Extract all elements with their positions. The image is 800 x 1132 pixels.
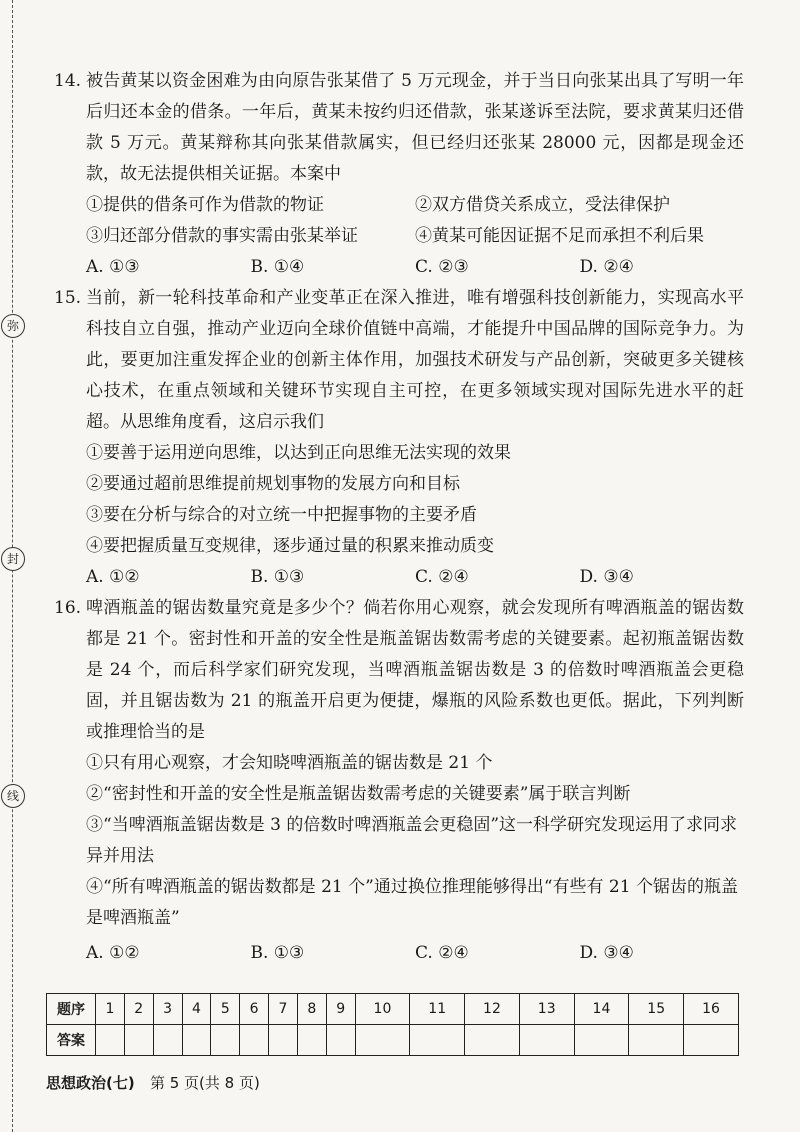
question-stem <box>54 66 744 190</box>
number-cell: 6 <box>240 994 269 1025</box>
question-text: 当前，新一轮科技革命和产业变革正在深入推进，唯有增强科技创新能力，实现高水平科技自立自强，推动产业迈向全球价值链中高端，才能提升中国品牌的国际竞争力。为此，要更加注重发挥企业的创新主体作用，加强技术研发与产品创新，突破更多关键核心技术，在重点领域和关键环节实现自主可控，在更多领域实现对国际先进水平的赶超。从思维角度看，这启示我们 <box>86 288 744 432</box>
answer-cell[interactable] <box>684 1025 739 1056</box>
seal-feng: 封 <box>1 547 25 571</box>
statement-3: ③“当啤酒瓶盖锯齿数是 3 的倍数时啤酒瓶盖会更稳固”这一科学研究发现运用了求同求异并用法 <box>86 815 738 866</box>
statement-3: ③归还部分借款的事实需由张某举证 <box>86 226 358 246</box>
option-d[interactable]: D. ③④ <box>579 943 634 963</box>
answer-cell[interactable] <box>297 1025 326 1056</box>
statement-2: ②“密封性和开盖的安全性是瓶盖锯齿数需考虑的关键要素”属于联言判断 <box>86 784 631 804</box>
question-number-row <box>47 994 739 1025</box>
answer-cell[interactable] <box>519 1025 574 1056</box>
subject-label: 思想政治(七) <box>46 1074 135 1092</box>
number-cell: 13 <box>519 994 574 1025</box>
statement-1: ①只有用心观察，才会知晓啤酒瓶盖的锯齿数是 21 个 <box>86 753 493 773</box>
question-number: 15. <box>54 288 82 308</box>
answer-row <box>47 1025 739 1056</box>
question-stem <box>54 283 744 438</box>
answer-cell[interactable] <box>355 1025 410 1056</box>
option-c[interactable]: C. ②③ <box>415 257 469 277</box>
number-cell: 15 <box>629 994 684 1025</box>
statement-3: ③要在分析与综合的对立统一中把握事物的主要矛盾 <box>86 505 477 525</box>
number-cell: 9 <box>326 994 355 1025</box>
option-a[interactable]: A. ①② <box>86 567 140 587</box>
question-number: 14. <box>54 71 82 91</box>
answer-cell[interactable] <box>629 1025 684 1056</box>
page-number: 第 5 页(共 8 页) <box>149 1074 260 1092</box>
number-cell: 16 <box>684 994 739 1025</box>
statement-2: ②要通过超前思维提前规划事物的发展方向和目标 <box>86 474 460 494</box>
answer-cell[interactable] <box>211 1025 240 1056</box>
option-a[interactable]: A. ①② <box>86 943 140 963</box>
answer-cell[interactable] <box>240 1025 269 1056</box>
option-c[interactable]: C. ②④ <box>415 567 469 587</box>
question-list <box>54 66 744 969</box>
statement-row <box>54 221 744 252</box>
number-cell: 7 <box>269 994 298 1025</box>
number-cell: 5 <box>211 994 240 1025</box>
question-16 <box>54 593 744 969</box>
page-footer <box>46 1072 260 1093</box>
row-header-answer: 答案 <box>47 1025 96 1056</box>
answer-table <box>46 993 739 1056</box>
seal-xian: 线 <box>1 784 25 808</box>
question-number: 16. <box>54 598 82 618</box>
answer-options <box>54 252 744 283</box>
answer-cell[interactable] <box>124 1025 153 1056</box>
answer-options <box>54 938 744 969</box>
option-d[interactable]: D. ②④ <box>579 257 634 277</box>
answer-cell[interactable] <box>153 1025 182 1056</box>
answer-cell[interactable] <box>182 1025 211 1056</box>
option-c[interactable]: C. ②④ <box>415 943 469 963</box>
statement-2: ②双方借贷关系成立，受法律保护 <box>415 195 670 215</box>
statement-1: ①要善于运用逆向思维，以达到正向思维无法实现的效果 <box>86 443 511 463</box>
answer-cell[interactable] <box>410 1025 465 1056</box>
number-cell: 10 <box>355 994 410 1025</box>
answer-options <box>54 562 744 593</box>
answer-cell[interactable] <box>574 1025 629 1056</box>
question-14 <box>54 66 744 283</box>
number-cell: 3 <box>153 994 182 1025</box>
statement-4: ④“所有啤酒瓶盖的锯齿数都是 21 个”通过换位推理能够得出“有些有 21 个锯齿的瓶盖是啤酒瓶盖” <box>86 877 738 928</box>
question-stem <box>54 593 744 748</box>
number-cell: 11 <box>410 994 465 1025</box>
question-15 <box>54 283 744 593</box>
number-cell: 4 <box>182 994 211 1025</box>
option-b[interactable]: B. ①④ <box>250 257 305 277</box>
number-cell: 14 <box>574 994 629 1025</box>
statement-4: ④要把握质量互变规律，逐步通过量的积累来推动质变 <box>86 536 494 556</box>
statement-row <box>54 190 744 221</box>
number-cell: 2 <box>124 994 153 1025</box>
option-b[interactable]: B. ①③ <box>250 567 305 587</box>
question-text: 被告黄某以资金困难为由向原告张某借了 5 万元现金，并于当日向张某出具了写明一年后归还本金的借条。一年后，黄某未按约归还借款，张某遂诉至法院，要求黄某归还借款 5 万元。黄某辩称其向张某借款属实，但已经归还张某 28000 元，因都是现金还款，故无法提供相关证据。本案中 <box>86 71 744 184</box>
question-text: 啤酒瓶盖的锯齿数量究竟是多少个？倘若你用心观察，就会发现所有啤酒瓶盖的锯齿数都是 21 个。密封性和开盖的安全性是瓶盖锯齿数需考虑的关键要素。起初瓶盖锯齿数是 24 个，而后科学家们研究发现，当啤酒瓶盖锯齿数是 3 的倍数时啤酒瓶盖会更稳固，并且锯齿数为 21 的瓶盖开启更为便捷，爆瓶的风险系数也更低。据此，下列判断或推理恰当的是 <box>86 598 744 742</box>
option-b[interactable]: B. ①③ <box>250 943 305 963</box>
answer-cell[interactable] <box>326 1025 355 1056</box>
statement-1: ①提供的借条可作为借款的物证 <box>86 195 324 215</box>
number-cell: 12 <box>465 994 520 1025</box>
number-cell: 8 <box>297 994 326 1025</box>
answer-cell[interactable] <box>269 1025 298 1056</box>
number-cell: 1 <box>96 994 125 1025</box>
answer-cell[interactable] <box>465 1025 520 1056</box>
option-d[interactable]: D. ③④ <box>579 567 634 587</box>
seal-mi: 弥 <box>1 314 25 338</box>
option-a[interactable]: A. ①③ <box>86 257 140 277</box>
answer-cell[interactable] <box>96 1025 125 1056</box>
row-header-number: 题序 <box>47 994 96 1025</box>
statement-4: ④黄某可能因证据不足而承担不利后果 <box>415 226 704 246</box>
